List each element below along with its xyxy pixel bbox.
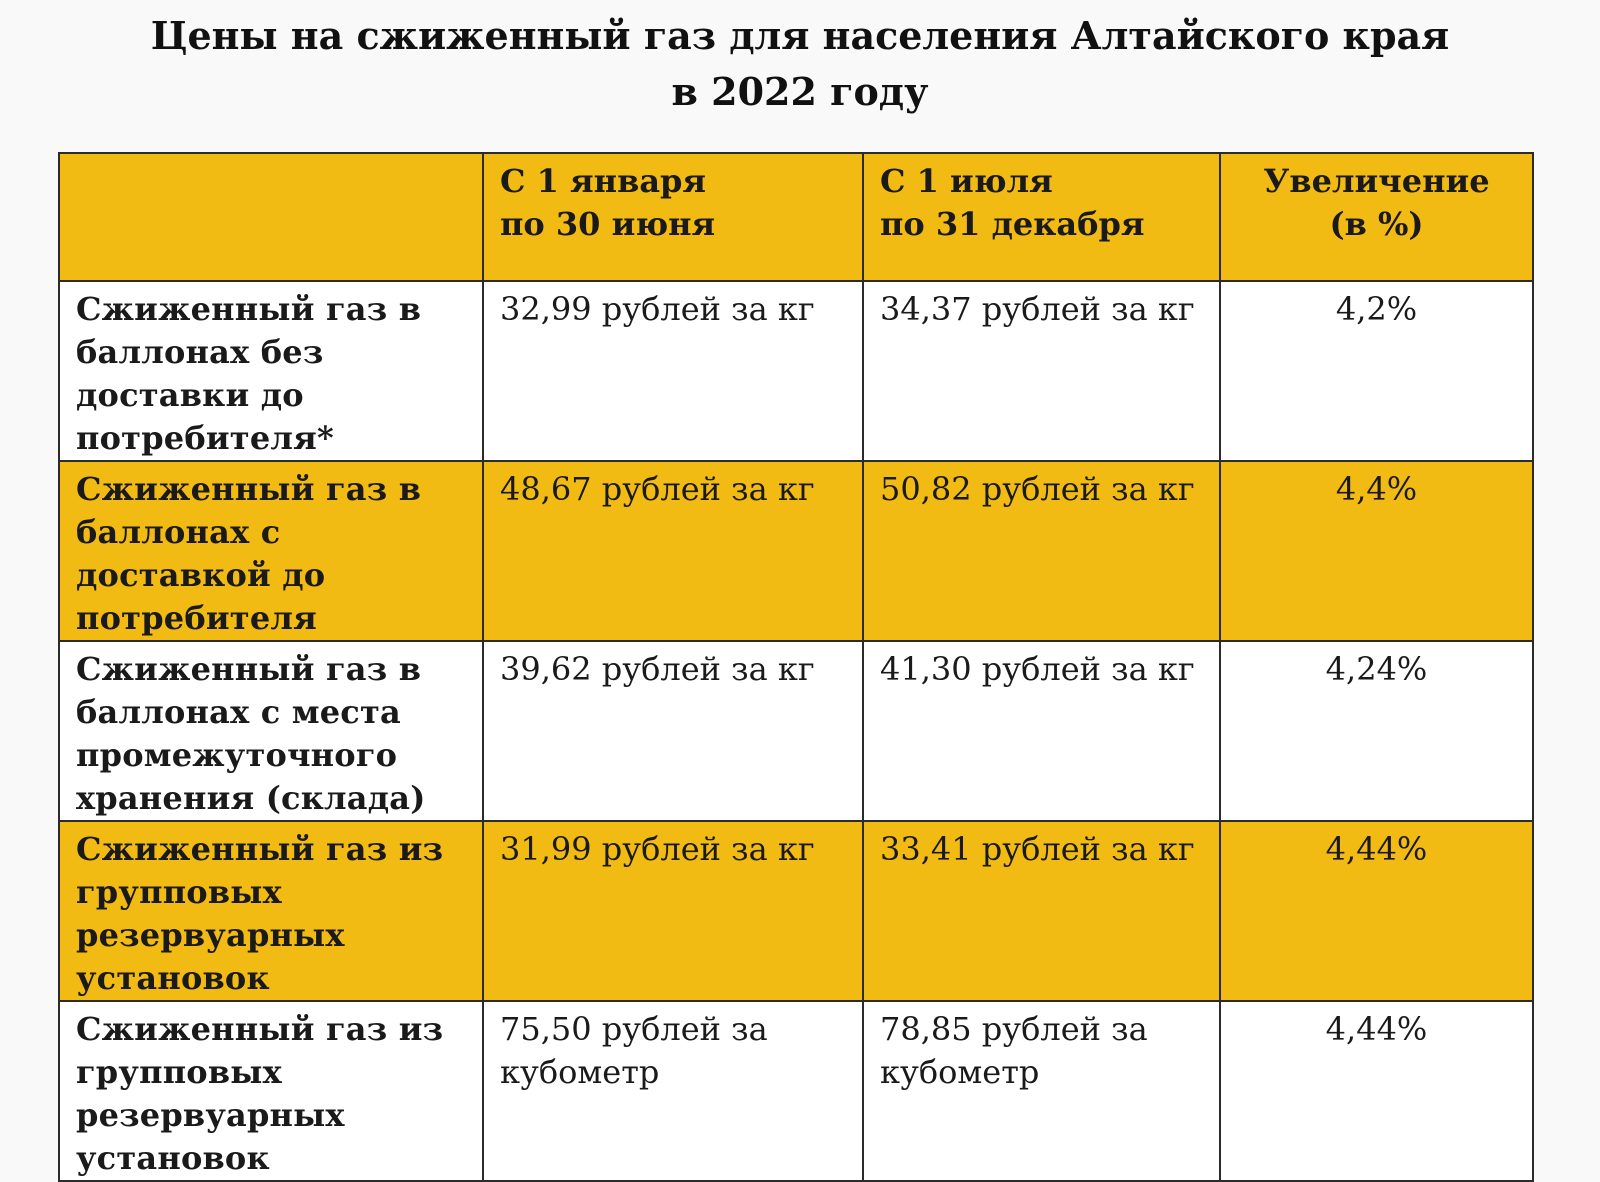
header-jul-dec-line2: по 31 декабря xyxy=(880,205,1145,243)
table-row xyxy=(59,461,1533,641)
price-jul-dec: 41,30 рублей за кг xyxy=(863,641,1220,821)
row-name: Сжиженный газ из групповых резервуарных установок xyxy=(59,1001,483,1181)
table-header-row xyxy=(59,153,1533,281)
header-increase-line1: Увеличение xyxy=(1263,162,1490,200)
header-increase xyxy=(1220,153,1533,281)
title-line-1: Цены на сжиженный газ для населения Алтайского края xyxy=(150,13,1450,58)
price-jul-dec: 78,85 рублей за кубометр xyxy=(863,1001,1220,1181)
table-row xyxy=(59,641,1533,821)
page-title xyxy=(0,8,1600,120)
price-jul-dec: 50,82 рублей за кг xyxy=(863,461,1220,641)
increase-percent: 4,44% xyxy=(1220,821,1533,1001)
increase-percent: 4,24% xyxy=(1220,641,1533,821)
increase-percent: 4,2% xyxy=(1220,281,1533,461)
header-jan-jun-line1: С 1 января xyxy=(500,162,707,200)
row-name: Сжиженный газ в баллонах с места промежуточного хранения (склада) xyxy=(59,641,483,821)
header-increase-line2: (в %) xyxy=(1329,205,1424,243)
header-empty-cell xyxy=(59,153,483,281)
row-name: Сжиженный газ из групповых резервуарных установок xyxy=(59,821,483,1001)
price-jan-jun: 31,99 рублей за кг xyxy=(483,821,863,1001)
row-name: Сжиженный газ в баллонах без доставки до потребителя* xyxy=(59,281,483,461)
increase-percent: 4,4% xyxy=(1220,461,1533,641)
price-jan-jun: 48,67 рублей за кг xyxy=(483,461,863,641)
header-jan-jun-line2: по 30 июня xyxy=(500,205,716,243)
price-jan-jun: 39,62 рублей за кг xyxy=(483,641,863,821)
price-jul-dec: 34,37 рублей за кг xyxy=(863,281,1220,461)
row-name: Сжиженный газ в баллонах с доставкой до потребителя xyxy=(59,461,483,641)
price-table xyxy=(58,152,1534,1182)
header-jan-jun xyxy=(483,153,863,281)
increase-percent: 4,44% xyxy=(1220,1001,1533,1181)
table-row xyxy=(59,281,1533,461)
price-jul-dec: 33,41 рублей за кг xyxy=(863,821,1220,1001)
header-jul-dec xyxy=(863,153,1220,281)
table-row xyxy=(59,1001,1533,1181)
table-row xyxy=(59,821,1533,1001)
header-jul-dec-line1: С 1 июля xyxy=(880,162,1053,200)
price-jan-jun: 75,50 рублей за кубометр xyxy=(483,1001,863,1181)
title-line-2: в 2022 году xyxy=(671,69,929,114)
price-jan-jun: 32,99 рублей за кг xyxy=(483,281,863,461)
